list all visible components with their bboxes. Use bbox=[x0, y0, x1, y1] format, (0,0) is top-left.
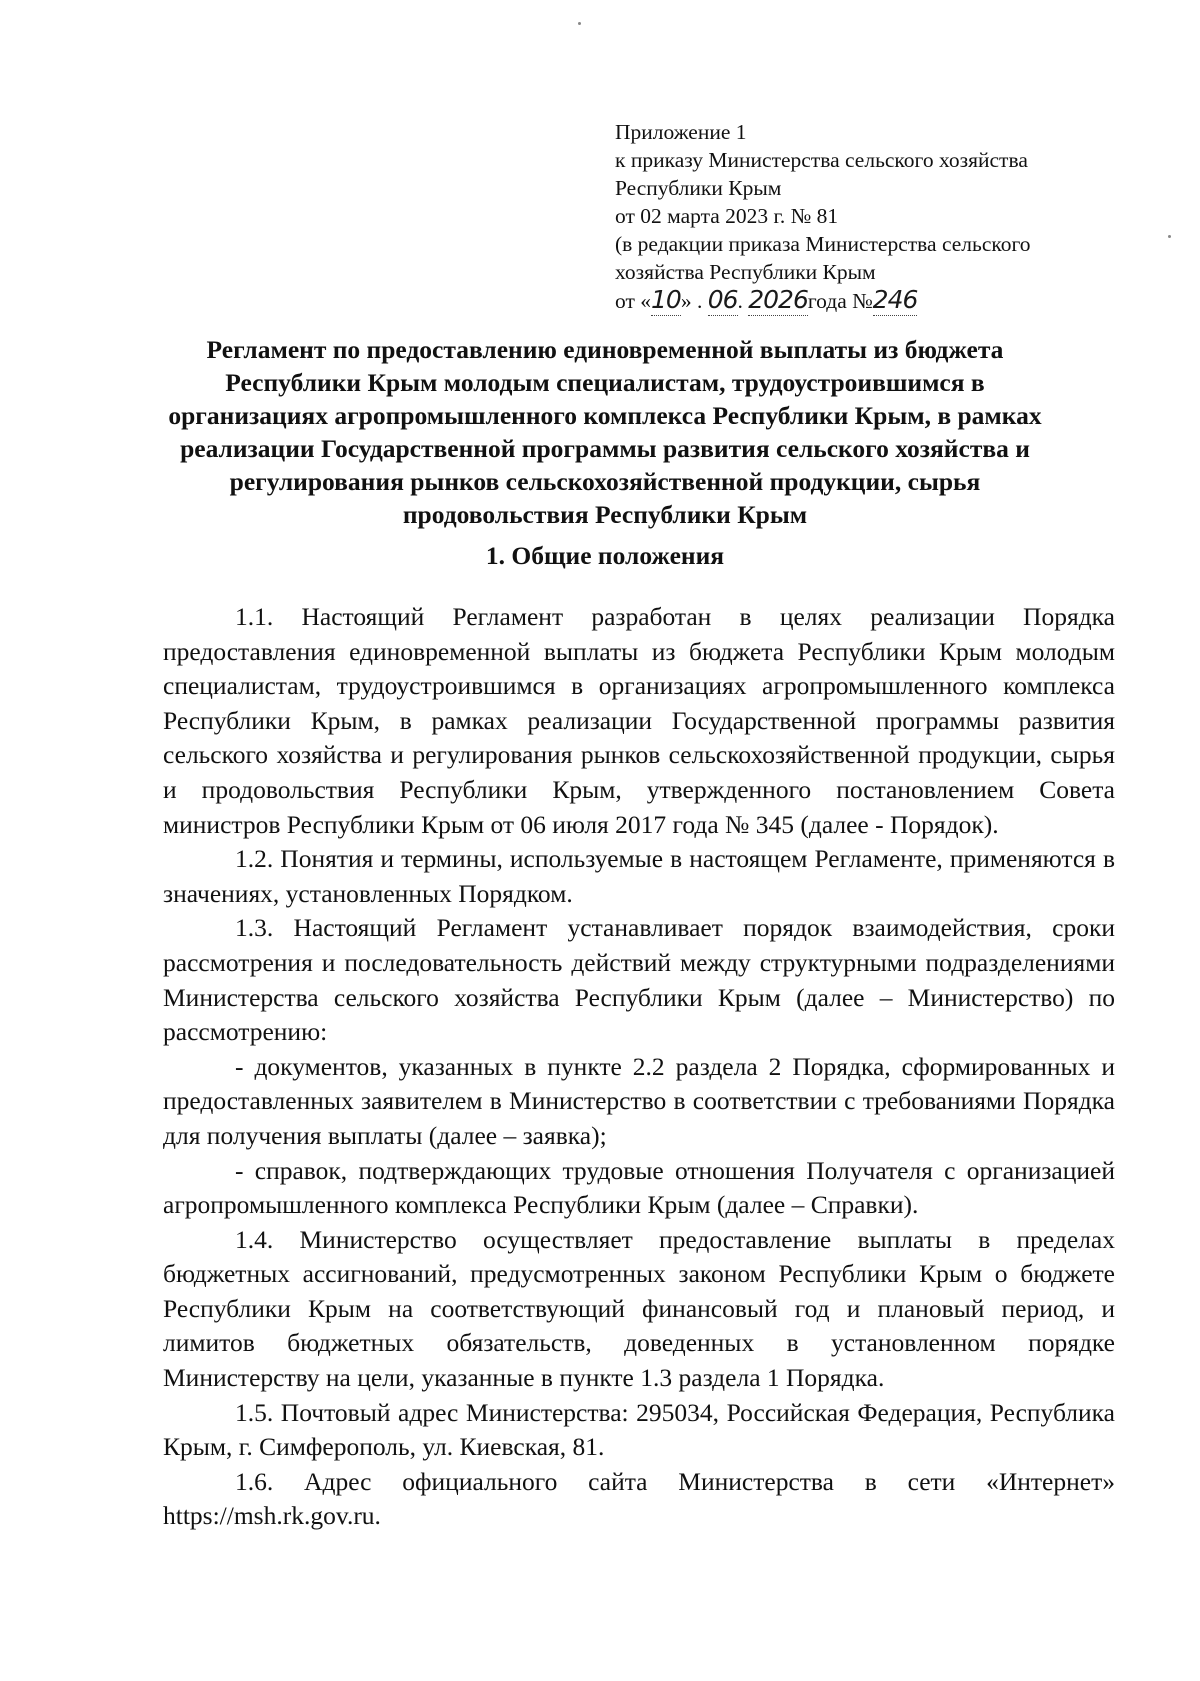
date-dot: . bbox=[737, 289, 743, 313]
paragraph-1-6: 1.6. Адрес официального сайта Министерства в сети «Интернет» https://msh.rk.gov.ru. bbox=[163, 1466, 1115, 1531]
paragraph-1-1: 1.1. Настоящий Регламент разработан в целях реализации Порядка предоставления единовременной выплаты из бюджета Республики Крым молодым специалистам, трудоустроившимся в организациях агропромышленного комплекса Республики Крым, в рамках реализации Государственной программы развития сельского хозяйства и регулирования рынков сельскохозяйственной продукции, сырья и продовольствия Республики Крым, утвержденного постановлением Совета министров Республики Крым от 06 июля 2017 года № 345 (далее - Порядок). bbox=[163, 602, 1115, 839]
appendix-line-4: от 02 марта 2023 г. № 81 bbox=[615, 204, 839, 228]
appendix-line-3: Республики Крым bbox=[615, 176, 782, 200]
date-prefix: от « bbox=[615, 289, 651, 313]
date-year-word: года № bbox=[807, 289, 873, 313]
paragraph-1-3-item-certificates: - справок, подтверждающих трудовые отношения Получателя с организацией агропромышленного комплекса Республики Крым (далее – Справки). bbox=[163, 1155, 1115, 1220]
appendix-line-2: к приказу Министерства сельского хозяйства bbox=[615, 148, 1028, 172]
appendix-line-5: (в редакции приказа Министерства сельского bbox=[615, 232, 1031, 256]
document-title: Регламент по предоставлению единовременной выплаты из бюджета Республики Крым молодым специалистам, трудоустроившимся в организациях агропромышленного комплекса Республики Крым, в рамках реализации Государственной программы развития сельского хозяйства и регулирования рынков сельскохозяйственной продукции, сырья продовольствия Республики Крым bbox=[168, 335, 1042, 529]
scan-speck bbox=[1168, 235, 1171, 238]
section-heading: 1. Общие положения bbox=[485, 541, 725, 570]
date-day-close: » . bbox=[680, 289, 703, 313]
appendix-line-6: хозяйства Республики Крым bbox=[615, 260, 876, 284]
handwritten-year: 2026 bbox=[748, 285, 808, 314]
appendix-line-1: Приложение 1 bbox=[615, 120, 747, 144]
paragraph-1-5: 1.5. Почтовый адрес Министерства: 295034, Российская Федерация, Республика Крым, г. Симферополь, ул. Киевская, 81. bbox=[163, 1397, 1115, 1462]
paragraph-1-4: 1.4. Министерство осуществляет предоставление выплаты в пределах бюджетных ассигнований, предусмотренных законом Республики Крым о бюджете Республики Крым на соответствующий финансовый год и плановый период, и лимитов бюджетных обязательств, доведенных в установленном порядке Министерству на цели, указанные в пункте 1.3 раздела 1 Порядка. bbox=[163, 1224, 1115, 1393]
paragraph-1-3-item-documents: - документов, указанных в пункте 2.2 раздела 2 Порядка, сформированных и предоставленных заявителем в Министерство в соответствии с требованиями Порядка для получения выплаты (далее – заявка); bbox=[163, 1051, 1115, 1150]
handwritten-day: 10 bbox=[651, 285, 681, 314]
paragraph-1-3: 1.3. Настоящий Регламент устанавливает порядок взаимодействия, сроки рассмотрения и последовательность действий между структурными подразделениями Министерства сельского хозяйства Республики Крым (далее – Министерство) по рассмотрению: bbox=[163, 913, 1115, 1047]
scan-speck bbox=[578, 22, 581, 25]
amendment-date-line bbox=[615, 286, 1135, 316]
handwritten-month: 06 bbox=[707, 285, 738, 314]
document-body bbox=[163, 600, 1115, 1534]
handwritten-number: 246 bbox=[872, 285, 918, 314]
paragraph-1-2: 1.2. Понятия и термины, используемые в настоящем Регламенте, применяются в значениях, установленных Порядком. bbox=[163, 844, 1115, 908]
appendix-block bbox=[615, 118, 1135, 316]
